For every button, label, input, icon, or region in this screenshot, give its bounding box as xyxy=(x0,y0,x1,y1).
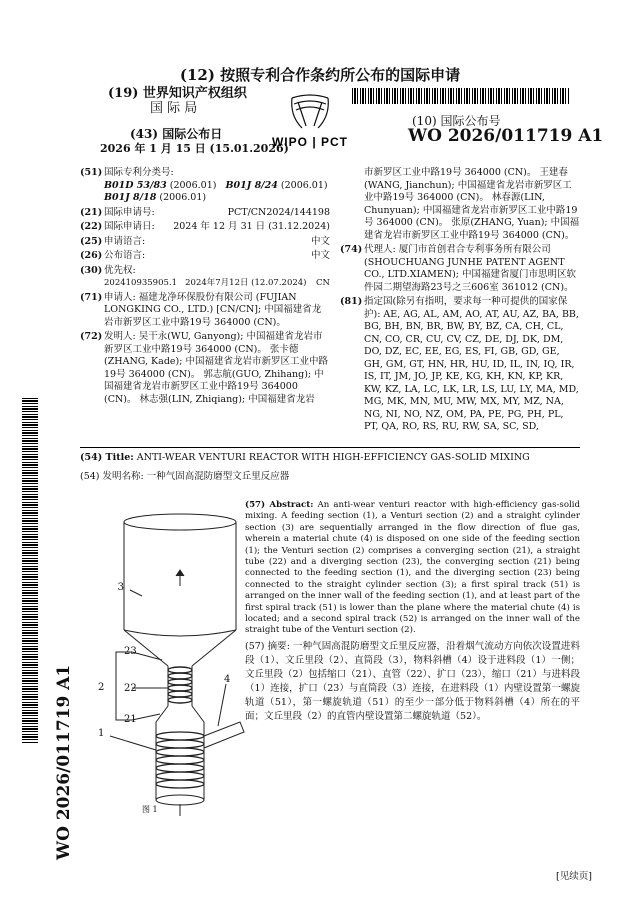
org-line-2: 国 际 局 xyxy=(150,101,198,116)
organization-name xyxy=(108,86,247,116)
org-line-1: (19) 世界知识产权组织 xyxy=(108,86,247,101)
publication-number-label: (10) 国际公布号 xyxy=(412,114,501,128)
fig-label-4: 4 xyxy=(224,674,231,685)
bibliographic-right-column xyxy=(340,167,580,436)
wipo-pct-logo xyxy=(262,92,358,152)
fig-label-21: 21 xyxy=(124,714,137,725)
fig-label-22: 22 xyxy=(124,683,137,694)
side-publication-number: WO 2026/011719 A1 xyxy=(54,664,74,860)
fig-label-23: 23 xyxy=(124,646,137,657)
field-51: (51) 国际专利分类号: B01D 53/83 (2006.01) B01J 8/24 (2006.01) B01J 8/18 (2006.01) xyxy=(80,167,328,203)
field-81: (81) 指定国(除另有指明，要求每一种可提供的国家保护): AE, AG, AL, AM, AO, AT, AU, AZ, BA, BB, BG, BH, BN, BR, BW, BY, BZ, CA, CH, CL, CN, CO, CR, CU, CV, CZ, DE, DJ, DK, DM, DO, DZ, EC, EE, EG, ES, FI, GB, GD, GE, GH, GM, GT, HN, HR, HU, ID, IL, IN, IQ, IR, IS, IT, JM, JO, JP, KE, KG, KH, KN, KP, KR, KW, KZ, LA, LC, LK, LR, LS, LU, LY, MA, MD, MG, MK, MN, MU, MW, MX, MY, MZ, NA, NG, NI, NO, NZ, OM, PA, PE, PG, PH, PL, PT, QA, RO, RS, RU, RW, SA, SC, SD, xyxy=(340,296,579,432)
field-25: (25) 申请语言: 中文 xyxy=(80,235,330,247)
publication-date-label: (43) 国际公布日 xyxy=(130,127,223,141)
fig-caption: 图 1 xyxy=(142,805,158,814)
title-english: (54) Title: ANTI-WEAR VENTURI REACTOR WITH HIGH-EFFICIENCY GAS-SOLID MIXING xyxy=(80,452,530,463)
abstract-english: (57) Abstract: An anti-wear venturi reactor with high-efficiency gas-solid mixing. A feeding section (1), a Venturi section (2) and a straight cylinder section (3) are sequentially arranged in the flow direction of flue gas, wherein a material chute (4) is disposed on one side of the feeding section (1); the Venturi section (2) comprises a converging section (21), a straight tube (22) and a diverging section (23), the converging section (21) being connected to the feeding section (1), and the diverging section (23) being connected to the straight cylinder section (3); a first spiral track (51) is arranged on the inner wall of the feeding section (1), and at least part of the first spiral track (51) is lower than the plane where the material chute (4) is located; and a second spiral track (52) is arranged on the inner wall of the straight tube of the Venturi section (2). xyxy=(245,500,581,636)
field-71: (71) 申请人: 福建龙净环保股份有限公司 (FUJIAN LONGKING CO., LTD.) [CN/CN]; 中国福建省龙岩市新罗区工业中路19号 364000 (CN)。 xyxy=(80,291,322,328)
title-chinese: (54) 发明名称: 一种气固高混防磨型文丘里反应器 xyxy=(80,471,290,482)
field-21: (21) 国际申请号: PCT/CN2024/144198 xyxy=(80,206,330,218)
field-22: (22) 国际申请日: 2024 年 12 月 31 日 (31.12.2024) xyxy=(80,221,330,232)
abstract-chinese: (57) 摘要: 一种气固高混防磨型文丘里反应器，沿着烟气流动方向依次设置进料段（1）、文丘里段（2）、直筒段（3），物料斜槽（4）设于进料段（1）一侧；文丘里段（2）包括缩口（21）、直管（22）、扩口（23），缩口（21）与进料段（1）连接，扩口（23）与直筒段（3）连接，在进料段（1）内壁设置第一螺旋轨道（51），第一螺旋轨道（51）的至少一部分低于物料斜槽（4）所在的平面；文丘里段（2）的直管内壁设置第二螺旋轨道（52）。 xyxy=(245,641,580,722)
field-72-continued: 市新罗区工业中路19号 364000 (CN)。 王建春(WANG, Jianchun); 中国福建省龙岩市新罗区工业中路19号 364000 (CN)。 林春源(LIN, Chunyuan); 中国福建省龙岩市新罗区工业中路19号 364000 (CN)。 张原(ZHANG, Yuan); 中国福建省龙岩市新罗区工业中路19号 364000 (CN)。 xyxy=(364,167,580,241)
reactor-figure xyxy=(90,500,250,820)
fig-label-1: 1 xyxy=(98,728,105,739)
document-header-title: (12) 按照专利合作条约所公布的国际申请 xyxy=(179,66,461,84)
publication-number: WO 2026/011719 A1 xyxy=(408,126,604,146)
publication-date: 2026 年 1 月 15 日 (15.01.2026) xyxy=(100,142,289,155)
fig-label-3: 3 xyxy=(117,582,124,593)
fig-label-2: 2 xyxy=(98,682,105,693)
field-72: (72) 发明人: 吴干永(WU, Ganyong); 中国福建省龙岩市新罗区工业中路19号 364000 (CN)。 张卡德(ZHANG, Kade); 中国福建省龙岩市新罗区工业中路19号 364000 (CN)。 郭志航(GUO, Zhihang); 中国福建省龙岩市新罗区工业中路19号 364000 (CN)。 林志强(LIN, Zhiqiang); 中国福建省龙岩 xyxy=(80,331,328,405)
field-30: (30) 优先权: 202410935905.1 2024年7月12日 (12.07.2024) CN xyxy=(80,264,330,288)
section-divider xyxy=(80,447,580,448)
bibliographic-left-column xyxy=(80,167,330,408)
wipo-logo-text: WIPO | PCT xyxy=(271,135,349,149)
barcode-vertical xyxy=(22,398,38,743)
field-74: (74) 代理人: 厦门市首创君合专利事务所有限公司 (SHOUCHUANG JUNHE PATENT AGENT CO., LTD.XIAMEN); 中国福建省厦门市思明区软件园二期望海路23号之三606室 361012 (CN)。 xyxy=(340,244,577,293)
continued-notice: [见续页] xyxy=(556,871,592,882)
barcode-header xyxy=(352,88,570,104)
field-26: (26) 公布语言: 中文 xyxy=(80,250,330,261)
